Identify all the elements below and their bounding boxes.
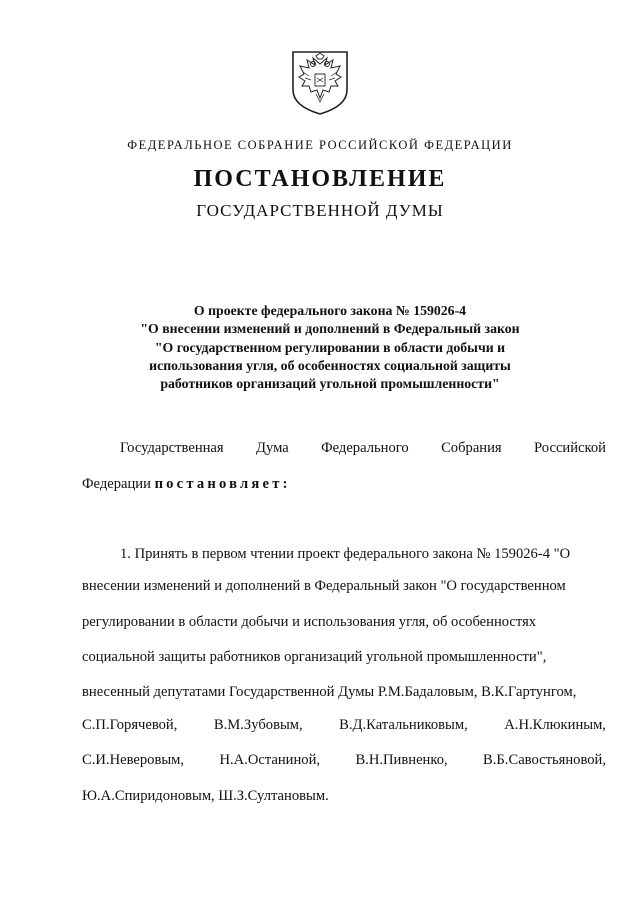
paragraph-line: [82, 717, 606, 734]
paragraph-line: Ю.А.Спиридоновым, Ш.З.Султановым.: [82, 788, 329, 804]
decree-line: [82, 476, 606, 493]
intro-word: Государственная: [120, 440, 224, 456]
deputy-name: В.Б.Савостьяновой,: [483, 752, 606, 768]
subject-line: "О внесении изменений и дополнений в Федеральный закон: [140, 321, 520, 337]
intro-word: Федерального: [321, 440, 409, 456]
subject-line: "О государственном регулировании в области добычи и: [154, 339, 506, 355]
paragraph-line: регулировании в области добычи и использования угля, об особенностях: [82, 614, 537, 630]
deputy-name: А.Н.Клюкиным,: [504, 717, 606, 733]
intro-word: Дума: [256, 440, 289, 456]
paragraph-line: социальной защиты работников организаций угольной промышленности",: [82, 649, 547, 665]
decree-prefix: Федерации: [82, 476, 151, 492]
document-type-heading: ПОСТАНОВЛЕНИЕ: [193, 166, 447, 192]
deputy-name: В.Н.Пивненко,: [355, 752, 448, 768]
assembly-title: ФЕДЕРАЛЬНОЕ СОБРАНИЕ РОССИЙСКОЙ ФЕДЕРАЦИИ: [127, 138, 513, 152]
coat-of-arms-icon: [291, 50, 349, 116]
paragraph-line: внесении изменений и дополнений в Федеральный закон "О государственном: [82, 578, 566, 594]
deputy-name: В.Д.Катальниковым,: [339, 717, 468, 733]
subject-line: О проекте федерального закона № 159026-4: [193, 303, 467, 318]
deputy-name: В.М.Зубовым,: [213, 717, 303, 733]
intro-line: [120, 440, 606, 457]
subject-line: использования угля, об особенностях социальной защиты: [149, 357, 511, 373]
deputy-name: Н.А.Останиной,: [219, 752, 321, 768]
document-issuer-heading: ГОСУДАРСТВЕННОЙ ДУМЫ: [196, 201, 444, 220]
deputy-name: С.И.Неверовым,: [82, 752, 185, 768]
paragraph-line: внесенный депутатами Государственной Думы Р.М.Бадаловым, В.К.Гартунгом,: [82, 684, 577, 700]
document-subject: [100, 302, 560, 393]
decree-word: постановляет:: [154, 476, 291, 492]
paragraph-line: 1. Принять в первом чтении проект федерального закона № 159026-4 "О: [120, 546, 571, 562]
intro-word: Российской: [534, 440, 606, 456]
subject-line: работников организаций угольной промышленности": [160, 376, 500, 392]
intro-word: Собрания: [441, 440, 502, 456]
deputy-name: С.П.Горячевой,: [82, 717, 178, 733]
paragraph-line: [82, 752, 606, 769]
